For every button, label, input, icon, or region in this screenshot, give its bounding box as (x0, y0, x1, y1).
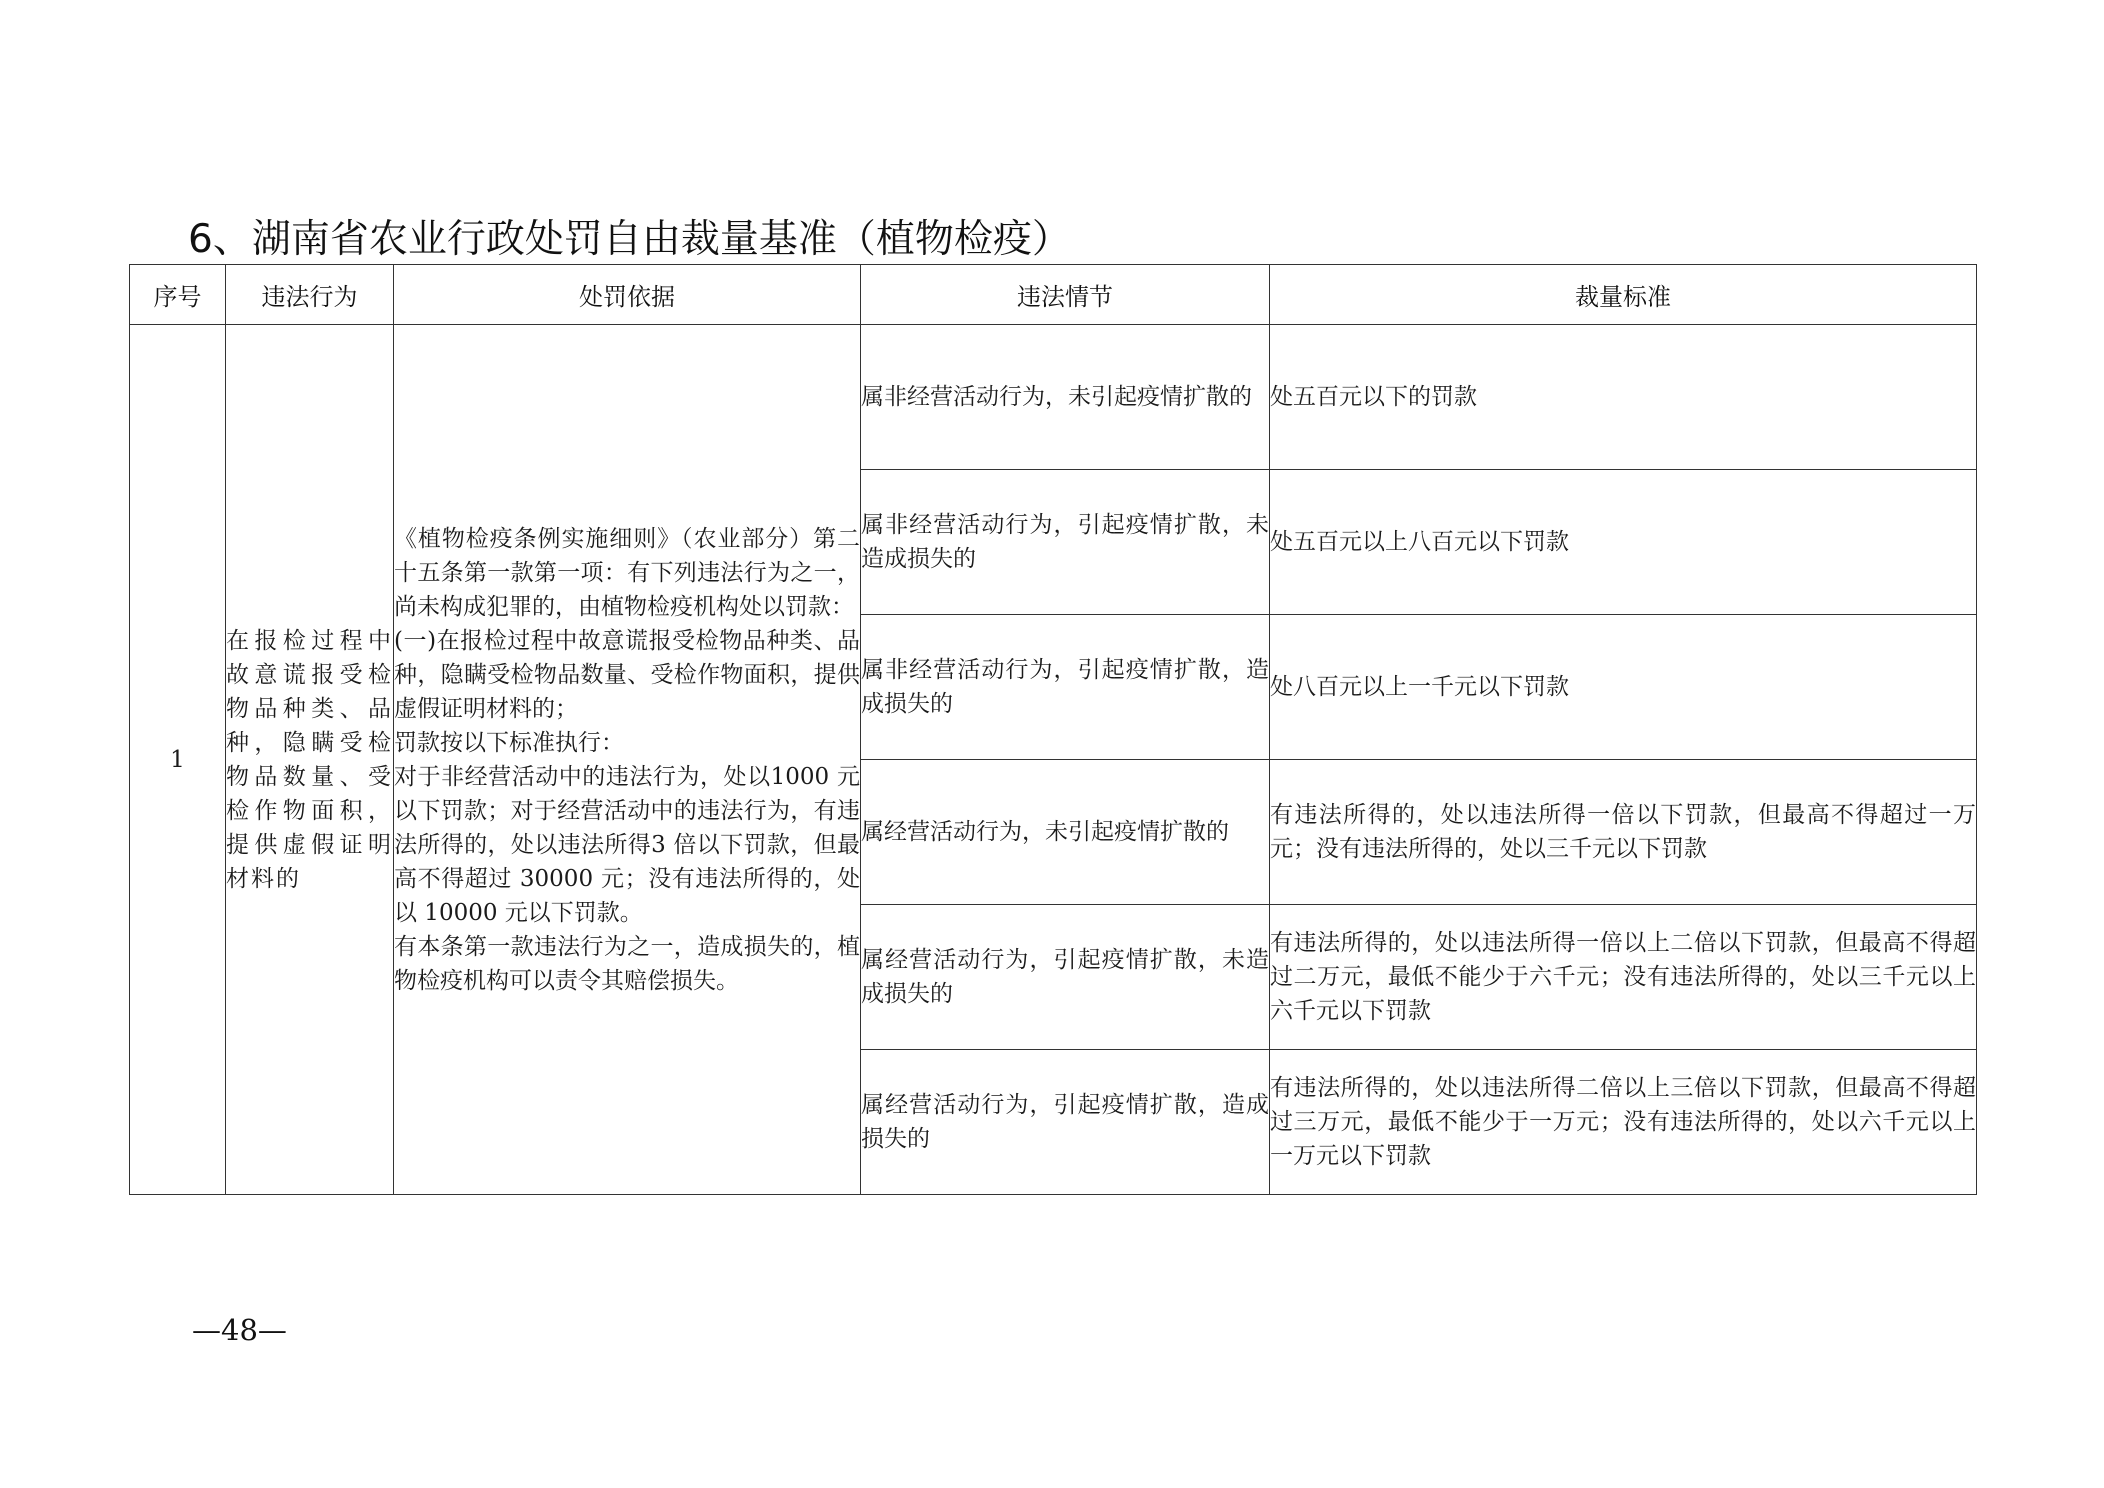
header-seq: 序号 (130, 265, 226, 325)
table-row (130, 325, 1977, 470)
circumstance-cell: 属经营活动行为，引起疫情扩散，未造成损失的 (861, 905, 1270, 1050)
page-number: —48— (192, 1313, 287, 1347)
penalty-standard-table (129, 264, 1977, 1195)
standard-cell: 处八百元以上一千元以下罚款 (1270, 615, 1977, 760)
basis-cell (394, 325, 861, 1195)
standard-cell: 处五百元以上八百元以下罚款 (1270, 470, 1977, 615)
standard-cell: 有违法所得的，处以违法所得二倍以上三倍以下罚款，但最高不得超过三万元，最低不能少于一万元；没有违法所得的，处以六千元以上一万元以下罚款 (1270, 1050, 1977, 1195)
basis-paragraph: 罚款按以下标准执行： (394, 729, 624, 756)
circumstance-cell: 属非经营活动行为，未引起疫情扩散的 (861, 325, 1270, 470)
behavior-cell: 在报检过程中故意谎报受检物品种类、品种，隐瞒受检物品数量、受检作物面积，提供虚假证明材料的 (226, 325, 394, 1195)
page-title: 6、湖南省农业行政处罚自由裁量基准（植物检疫） (188, 217, 1071, 262)
header-standard: 裁量标准 (1270, 265, 1977, 325)
header-basis: 处罚依据 (394, 265, 861, 325)
basis-paragraph: 有本条第一款违法行为之一，造成损失的，植物检疫机构可以责令其赔偿损失。 (394, 933, 860, 994)
circumstance-cell: 属经营活动行为，未引起疫情扩散的 (861, 760, 1270, 905)
circumstance-cell: 属经营活动行为，引起疫情扩散，造成损失的 (861, 1050, 1270, 1195)
circumstance-cell: 属非经营活动行为，引起疫情扩散，造成损失的 (861, 615, 1270, 760)
seq-cell: 1 (130, 325, 226, 1195)
basis-paragraph: 《植物检疫条例实施细则》（农业部分）第二十五条第一款第一项：有下列违法行为之一，尚未构成犯罪的，由植物检疫机构处以罚款： (394, 525, 860, 620)
standard-cell: 有违法所得的，处以违法所得一倍以下罚款，但最高不得超过一万元；没有违法所得的，处以三千元以下罚款 (1270, 760, 1977, 905)
basis-paragraph: (一)在报检过程中故意谎报受检物品种类、品种，隐瞒受检物品数量、受检作物面积，提供虚假证明材料的； (394, 627, 860, 722)
header-behavior: 违法行为 (226, 265, 394, 325)
standard-cell: 处五百元以下的罚款 (1270, 325, 1977, 470)
table-header-row (130, 265, 1977, 325)
basis-paragraph: 对于非经营活动中的违法行为，处以1000 元以下罚款；对于经营活动中的违法行为，有违法所得的，处以违法所得3 倍以下罚款，但最高不得超过 30000 元；没有违法所得的，处以 10000 元以下罚款。 (394, 763, 860, 926)
standard-cell: 有违法所得的，处以违法所得一倍以上二倍以下罚款，但最高不得超过二万元，最低不能少于六千元；没有违法所得的，处以三千元以上六千元以下罚款 (1270, 905, 1977, 1050)
circumstance-cell: 属非经营活动行为，引起疫情扩散，未造成损失的 (861, 470, 1270, 615)
header-circumstance: 违法情节 (861, 265, 1270, 325)
